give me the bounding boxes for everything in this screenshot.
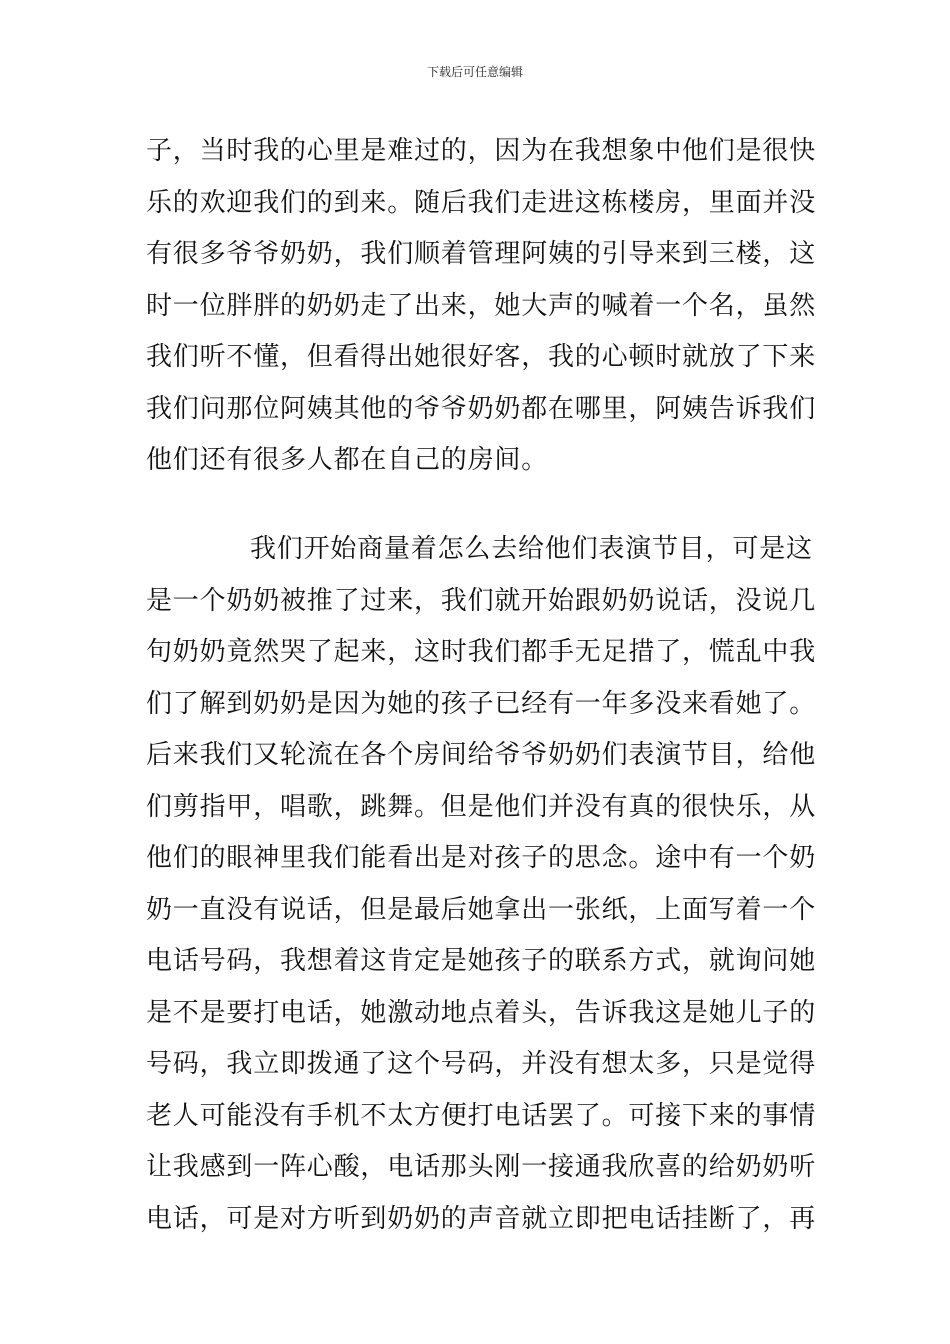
page-header: 下载后可任意编辑 (426, 65, 523, 79)
text-line: 奶一直没有说话，但是最后她拿出一张纸，上面写着一个 (146, 894, 817, 925)
text-line: 号码，我立即拨通了这个号码，并没有想太多，只是觉得 (146, 1049, 817, 1079)
text-line: 后来我们又轮流在各个房间给爷爷奶奶们表演节目，给他 (146, 740, 817, 770)
text-line: 我们问那位阿姨其他的爷爷奶奶都在哪里，阿姨告诉我们 (146, 393, 817, 424)
paragraph-1 (146, 126, 817, 487)
text-line: 是不是要打电话，她激动地点着头，告诉我这是她儿子的 (146, 997, 817, 1028)
text-line: 我们开始商量着怎么去给他们表演节目，可是这 (250, 534, 813, 564)
text-line: 有很多爷爷奶奶，我们顺着管理阿姨的引导来到三楼，这 (146, 239, 817, 269)
text-line: 们剪指甲，唱歌，跳舞。但是他们并没有真的很快乐，从 (146, 791, 817, 822)
text-line: 让我感到一阵心酸，电话那头刚一接通我欣喜的给奶奶听 (146, 1152, 817, 1182)
text-line: 他们还有很多人都在自己的房间。 (146, 445, 549, 475)
text-line: 我们听不懂，但看得出她很好客，我的心顿时就放了下来 (146, 342, 817, 372)
text-line: 电话，可是对方听到奶奶的声音就立即把电话挂断了，再 (146, 1203, 817, 1234)
text-line: 老人可能没有手机不太方便打电话罢了。可接下来的事情 (146, 1100, 817, 1131)
text-line: 子，当时我的心里是难过的，因为在我想象中他们是很快 (146, 136, 817, 166)
text-line: 他们的眼神里我们能看出是对孩子的思念。途中有一个奶 (146, 843, 817, 873)
text-line: 们了解到奶奶是因为她的孩子已经有一年多没来看她了。 (146, 688, 817, 719)
text-line: 乐的欢迎我们的到来。随后我们走进这栋楼房，里面并没 (146, 187, 817, 218)
text-line: 时一位胖胖的奶奶走了出来，她大声的喊着一个名，虽然 (146, 290, 817, 321)
text-line: 电话号码，我想着这肯定是她孩子的联系方式，就询问她 (146, 946, 817, 976)
text-line: 是一个奶奶被推了过来，我们就开始跟奶奶说话，没说几 (146, 585, 817, 616)
text-line: 句奶奶竟然哭了起来，这时我们都手无足措了，慌乱中我 (146, 637, 817, 667)
paragraph-2 (146, 524, 817, 1245)
